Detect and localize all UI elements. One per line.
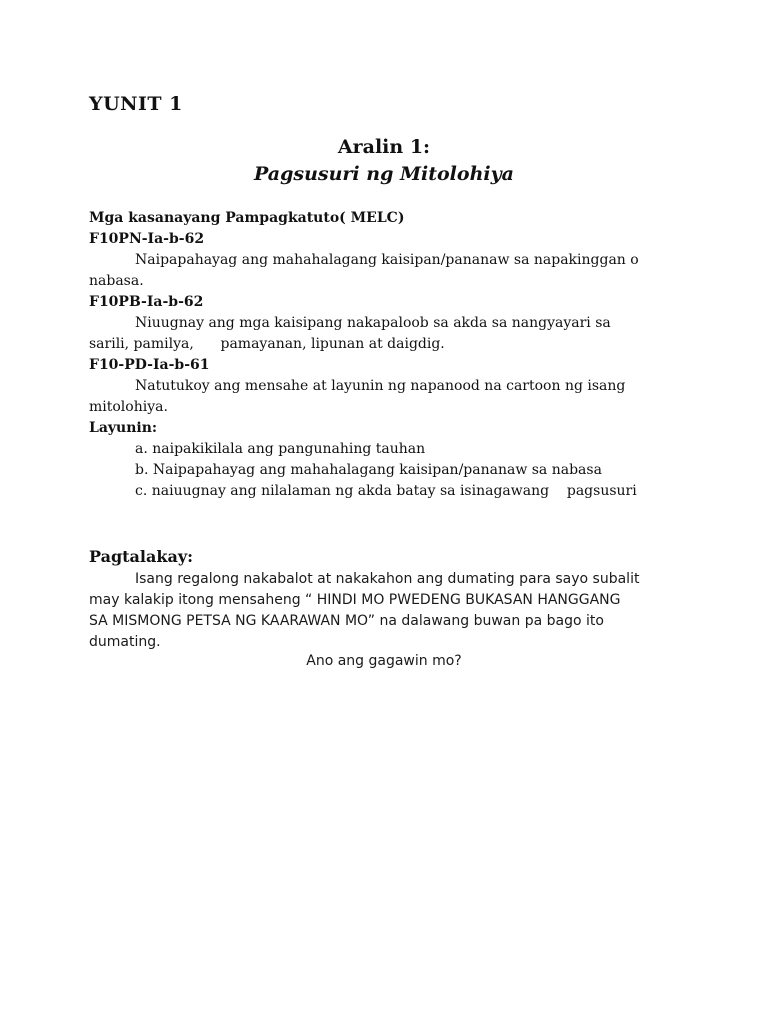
discussion-question: Ano ang gagawin mo? <box>306 653 462 669</box>
melc-text-2-line-2: sarili, pamilya, pamayanan, lipunan at daigdig. <box>89 336 445 352</box>
melc-text-1-line-2: nabasa. <box>89 273 144 289</box>
melc-text-3-line-2: mitolohiya. <box>89 399 168 415</box>
discussion-line-3: SA MISMONG PETSA NG KAARAWAN MO” na dalawang buwan pa bago ito <box>89 613 604 629</box>
objectives-heading: Layunin: <box>89 420 158 436</box>
discussion-paragraph <box>89 569 679 653</box>
list-item: a. naipakikilala ang pangunahing tauhan <box>135 441 426 457</box>
melc-code-2: F10PB-Ia-b-62 <box>89 294 204 310</box>
melc-heading: Mga kasanayang Pampagkatuto( MELC) <box>89 210 405 226</box>
unit-heading: YUNIT 1 <box>89 93 183 115</box>
discussion-line-1: Isang regalong nakabalot at nakakahon ang dumating para sayo subalit <box>135 571 640 587</box>
discussion-section <box>89 545 679 653</box>
melc-code-1: F10PN-Ia-b-62 <box>89 231 205 247</box>
discussion-line-2: may kalakip itong mensaheng “ HINDI MO PWEDENG BUKASAN HANGGANG <box>89 592 621 608</box>
objectives-list <box>89 439 679 502</box>
list-item: c. naiuugnay ang nilalaman ng akda batay sa isinagawang pagsusuri <box>135 483 637 499</box>
discussion-line-4: dumating. <box>89 634 161 650</box>
lesson-subtitle: Pagsusuri ng Mitolohiya <box>254 163 514 185</box>
discussion-heading: Pagtalakay: <box>89 547 194 566</box>
list-item: b. Naipapahayag ang mahahalagang kaisipan/pananaw sa nabasa <box>135 462 602 478</box>
competencies-section <box>89 208 679 502</box>
melc-text-2-line-1: Niuugnay ang mga kaisipang nakapaloob sa akda sa nangyayari sa <box>135 315 611 331</box>
melc-text-1-line-1: Naipapahayag ang mahahalagang kaisipan/pananaw sa napakinggan o <box>135 252 639 268</box>
melc-text-3-line-1: Natutukoy ang mensahe at layunin ng napanood na cartoon ng isang <box>135 378 626 394</box>
melc-code-3: F10-PD-Ia-b-61 <box>89 357 210 373</box>
lesson-title: Aralin 1: <box>337 136 431 158</box>
